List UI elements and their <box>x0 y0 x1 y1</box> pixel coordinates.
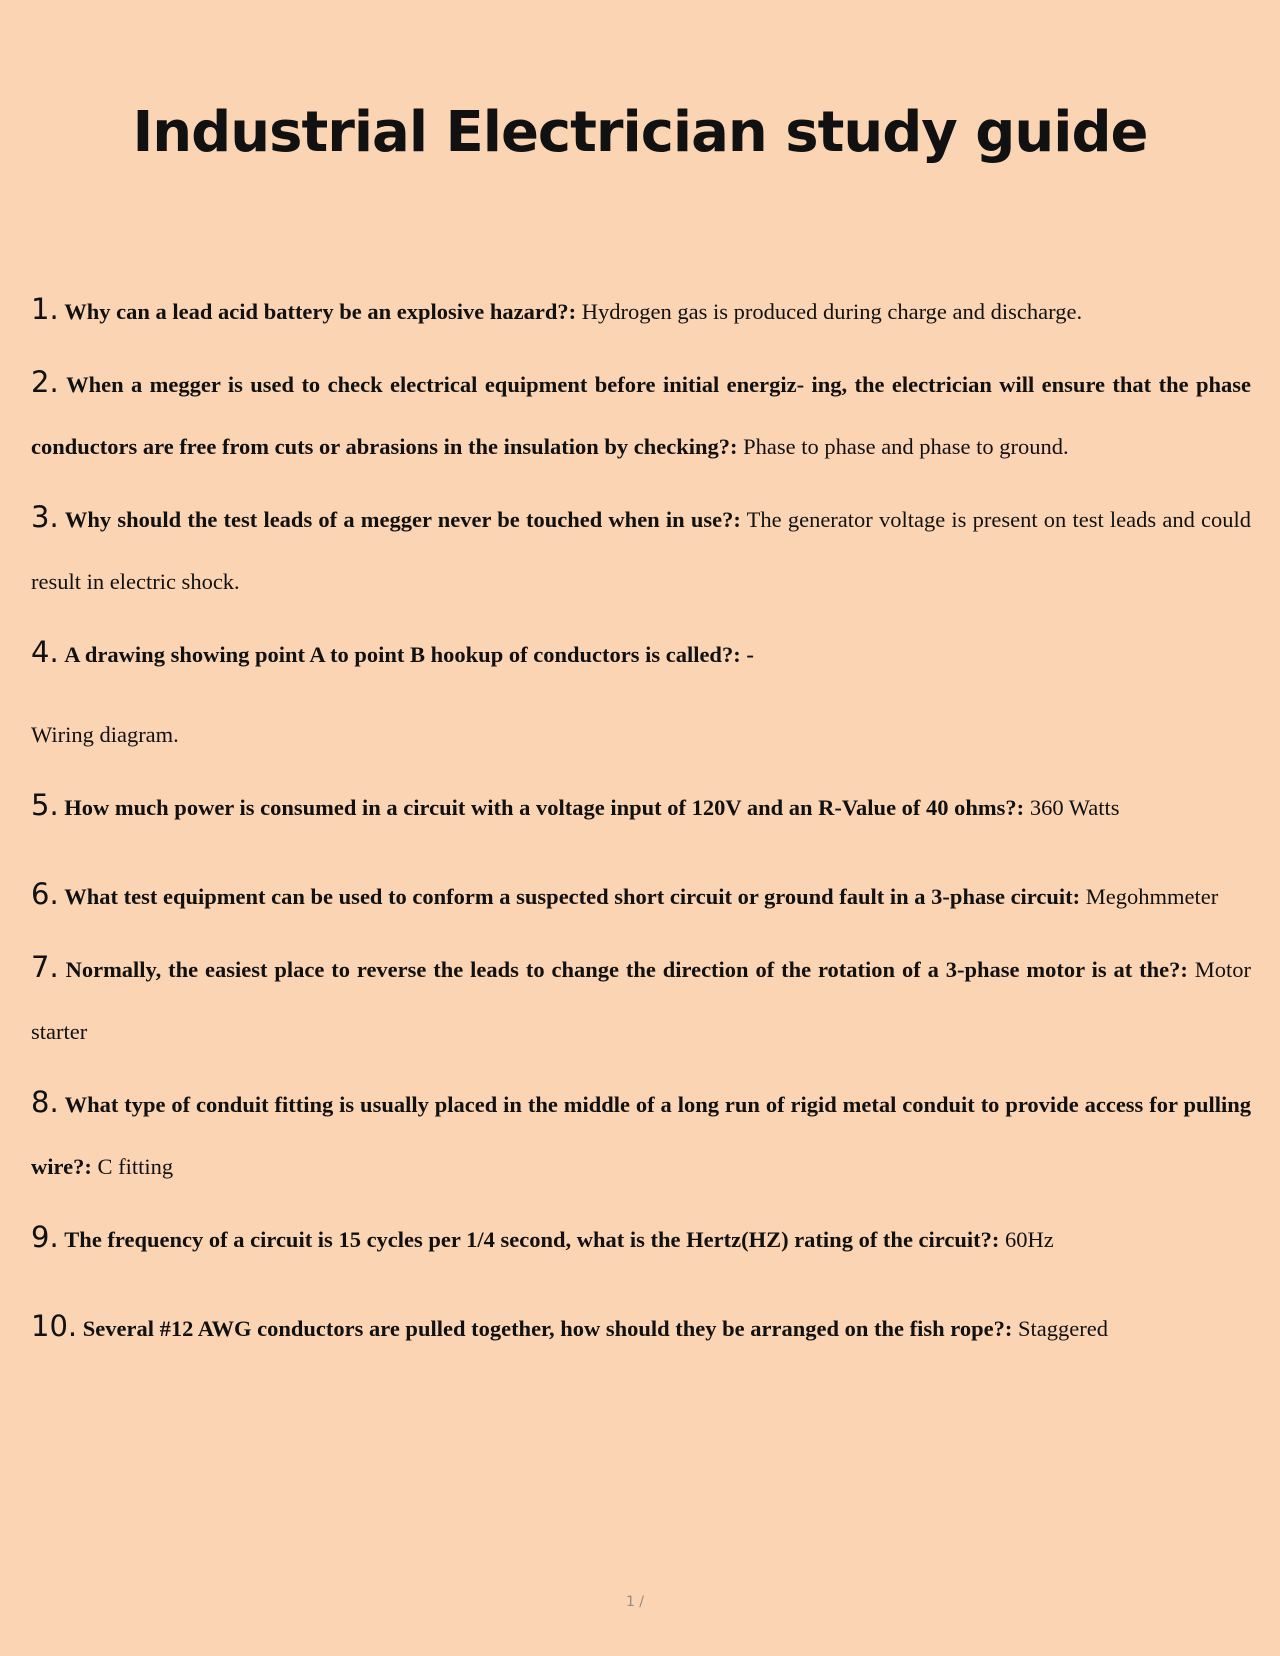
question-item <box>31 1071 1251 1198</box>
question-number: 10. <box>31 1309 78 1343</box>
question-number: 6. <box>31 877 59 911</box>
question-item <box>31 863 1251 928</box>
answer-text: 360 Watts <box>1029 795 1120 820</box>
question-text: Why should the test leads of a megger never be touched when in use?: <box>64 507 741 532</box>
question-number: 2. <box>31 365 59 399</box>
answer-text: C fitting <box>97 1154 174 1179</box>
answer-text: Phase to phase and phase to ground. <box>743 434 1069 459</box>
question-text: Why can a lead acid battery be an explosive hazard?: <box>64 299 577 324</box>
question-item <box>31 486 1251 613</box>
question-text: When a megger is used to check electrical equipment before initial energiz- ing, the electrician will ensure that the phase conductors are free from cuts or abrasions in the insulation by checking?: <box>31 372 1251 459</box>
question-item <box>31 278 1251 343</box>
question-item <box>31 351 1251 478</box>
question-number: 3. <box>31 500 59 534</box>
question-number: 1. <box>31 292 59 326</box>
question-number: 4. <box>31 635 59 669</box>
question-number: 5. <box>31 788 59 822</box>
question-item <box>31 621 1251 766</box>
question-text: How much power is consumed in a circuit with a voltage input of 120V and an R-Value of 40 ohms?: <box>64 795 1025 820</box>
question-item <box>31 774 1251 839</box>
answer-text: Staggered <box>1017 1316 1108 1341</box>
answer-text: The generator voltage is present on test leads and could result in electric shock. <box>31 507 1252 594</box>
answer-text: 60Hz <box>1004 1227 1054 1252</box>
question-number: 7. <box>31 950 59 984</box>
question-text: The frequency of a circuit is 15 cycles per 1/4 second, what is the Hertz(HZ) rating of the circuit?: <box>64 1227 1000 1252</box>
page-title: Industrial Electrician study guide <box>132 100 1148 165</box>
answer-text: Motor starter <box>31 957 1252 1044</box>
question-number: 8. <box>31 1085 59 1119</box>
answer-text: Megohmmeter <box>1085 884 1219 909</box>
question-text: What test equipment can be used to conform a suspected short circuit or ground fault in a 3-phase circuit: <box>64 884 1081 909</box>
answer-text: Wiring diagram. <box>31 722 179 747</box>
question-list <box>31 278 1251 1368</box>
question-text: Normally, the easiest place to reverse the leads to change the direction of the rotation of a 3-phase motor is at the?: <box>65 957 1188 982</box>
page-number: 1 / <box>625 1594 645 1610</box>
answer-text: Hydrogen gas is produced during charge and discharge. <box>581 299 1083 324</box>
question-text: A drawing showing point A to point B hookup of conductors is called?: - <box>64 642 754 667</box>
question-number: 9. <box>31 1220 59 1254</box>
question-text: What type of conduit fitting is usually placed in the middle of a long run of rigid metal conduit to provide access for pulling wire?: <box>31 1092 1251 1179</box>
question-item <box>31 1206 1251 1271</box>
question-item <box>31 1295 1251 1360</box>
question-text: Several #12 AWG conductors are pulled together, how should they be arranged on the fish rope?: <box>82 1316 1013 1341</box>
question-item <box>31 936 1251 1063</box>
